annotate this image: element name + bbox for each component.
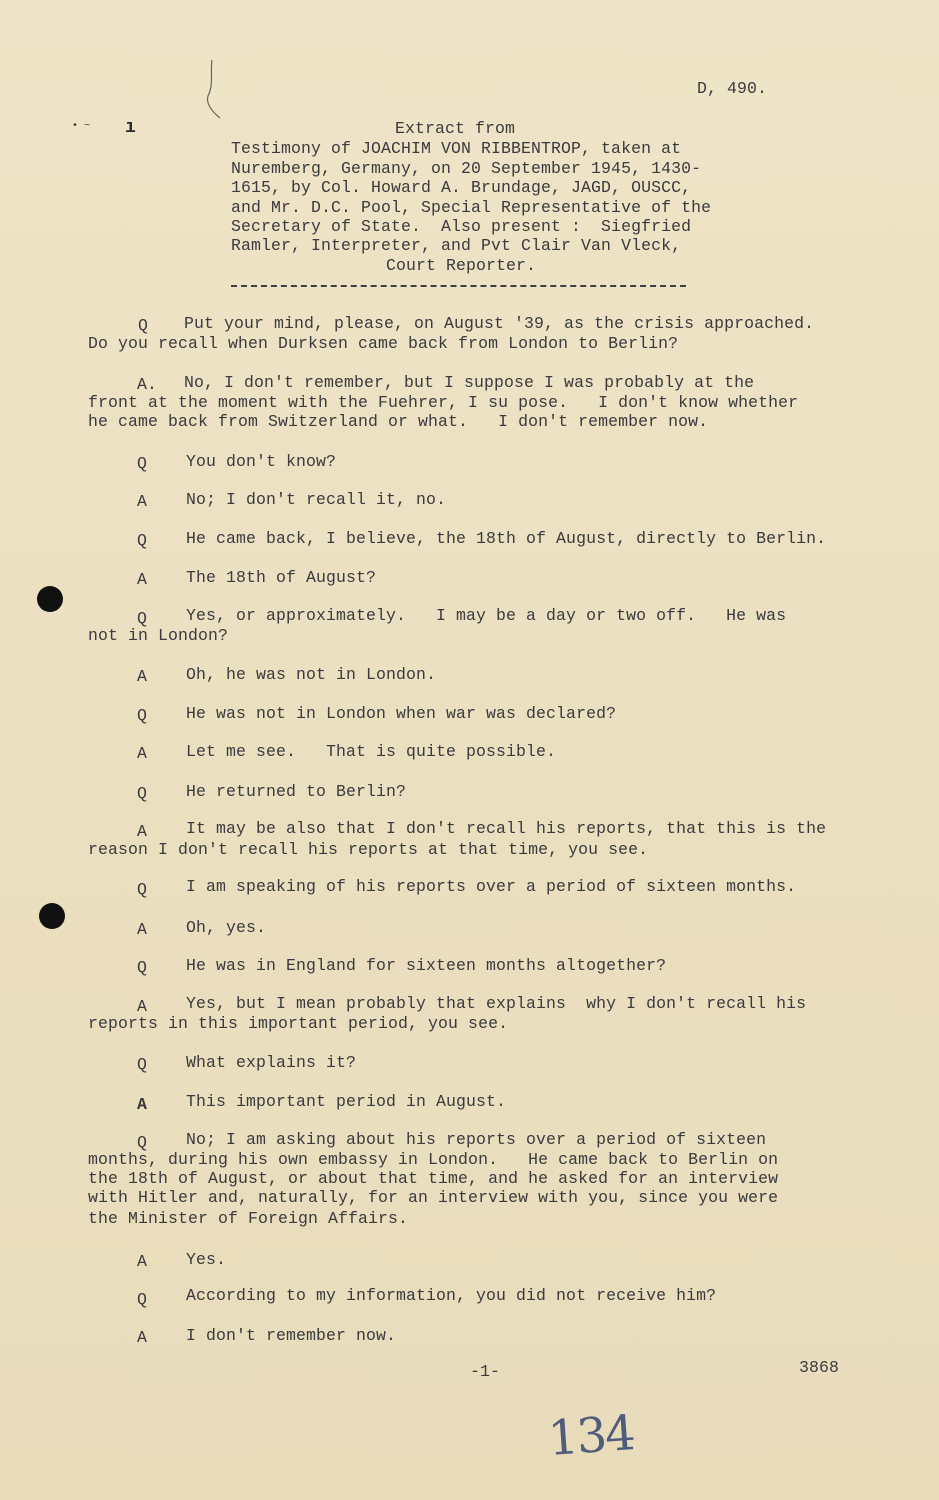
speaker-label: A	[137, 920, 148, 939]
exchange-line: Oh, yes.	[186, 918, 267, 937]
exchange-line: No; I am asking about his reports over a period of sixteen	[186, 1130, 767, 1149]
header-divider	[231, 285, 686, 287]
speaker-label: Q	[137, 454, 148, 473]
speaker-label: A	[137, 822, 148, 841]
speaker-label: A	[137, 1252, 148, 1271]
exchange-line: Yes.	[186, 1250, 227, 1269]
speaker-label: Q	[137, 531, 148, 550]
handwritten-number: 134	[546, 1405, 636, 1467]
exchange-line: What explains it?	[186, 1053, 357, 1072]
exchange-line: It may be also that I don't recall his reports, that this is the	[186, 819, 827, 838]
punch-hole	[37, 586, 63, 612]
speaker-label: A	[137, 744, 148, 763]
speaker-label: Q	[137, 1055, 148, 1074]
speaker-label: Q	[137, 958, 148, 977]
header-line-1: Extract from	[395, 119, 516, 138]
exchange-line: Yes, or approximately. I may be a day or two off. He was	[186, 606, 787, 625]
margin-mark: • ~	[72, 121, 91, 132]
exchange-line: he came back from Switzerland or what. I don't remember now.	[88, 412, 709, 431]
speaker-label: Q	[137, 880, 148, 899]
exchange-line: Do you recall when Durksen came back from London to Berlin?	[88, 334, 679, 353]
header-line-8: Court Reporter.	[386, 256, 537, 275]
margin-tick: ı	[125, 118, 136, 138]
exchange-line: I don't remember now.	[186, 1326, 397, 1345]
exchange-line: I am speaking of his reports over a period of sixteen months.	[186, 877, 797, 896]
exchange-line: He came back, I believe, the 18th of August, directly to Berlin.	[186, 529, 827, 548]
speaker-label: A	[137, 570, 148, 589]
header-line-3: Nuremberg, Germany, on 20 September 1945, 1430-	[231, 159, 702, 178]
speaker-label: A	[137, 667, 148, 686]
speaker-label: A	[137, 997, 148, 1016]
exchange-line: the 18th of August, or about that time, and he asked for an interview	[88, 1169, 779, 1188]
exchange-line: front at the moment with the Fuehrer, I su pose. I don't know whether	[88, 393, 799, 412]
exchange-line: months, during his own embassy in London. He came back to Berlin on	[88, 1150, 779, 1169]
speaker-label: A	[137, 492, 148, 511]
exchange-line: You don't know?	[186, 452, 337, 471]
header-line-7: Ramler, Interpreter, and Pvt Clair Van Vleck,	[231, 236, 682, 255]
speaker-label: Q	[137, 1133, 148, 1152]
speaker-label: A	[137, 1095, 148, 1114]
exchange-line: Oh, he was not in London.	[186, 665, 437, 684]
exchange-line: The 18th of August?	[186, 568, 377, 587]
exchange-line: with Hitler and, naturally, for an interview with you, since you were	[88, 1188, 779, 1207]
exchange-line: No; I don't recall it, no.	[186, 490, 447, 509]
speaker-label: A.	[137, 375, 158, 394]
header-line-5: and Mr. D.C. Pool, Special Representative of the	[231, 198, 712, 217]
speaker-label: A	[137, 1328, 148, 1347]
exchange-line: Put your mind, please, on August '39, as the crisis approached.	[184, 314, 815, 333]
exchange-line: According to my information, you did not receive him?	[186, 1286, 717, 1305]
exchange-line: reports in this important period, you see.	[88, 1014, 509, 1033]
speaker-label: Q	[137, 609, 148, 628]
document-id: D, 490.	[697, 79, 768, 98]
exchange-line: reason I don't recall his reports at that time, you see.	[88, 840, 649, 859]
exchange-line: Let me see. That is quite possible.	[186, 742, 557, 761]
speaker-label: Q	[137, 784, 148, 803]
header-line-6: Secretary of State. Also present : Siegfried	[231, 217, 692, 236]
exchange-line: not in London?	[88, 626, 229, 645]
exchange-line: the Minister of Foreign Affairs.	[88, 1209, 409, 1228]
exchange-line: No, I don't remember, but I suppose I was probably at the	[184, 373, 755, 392]
header-line-2: Testimony of JOACHIM VON RIBBENTROP, taken at	[231, 139, 682, 158]
folio-number: 3868	[799, 1358, 840, 1377]
exchange-line: He was in England for sixteen months altogether?	[186, 956, 667, 975]
pencil-mark	[198, 58, 228, 128]
header-line-4: 1615, by Col. Howard A. Brundage, JAGD, OUSCC,	[231, 178, 692, 197]
speaker-label: Q	[137, 706, 148, 725]
page-number: -1-	[470, 1362, 501, 1381]
punch-hole	[39, 903, 65, 929]
exchange-line: This important period in August.	[186, 1092, 507, 1111]
exchange-line: He was not in London when war was declared?	[186, 704, 617, 723]
speaker-label: Q	[138, 316, 149, 335]
speaker-label: Q	[137, 1290, 148, 1309]
exchange-line: He returned to Berlin?	[186, 782, 407, 801]
exchange-line: Yes, but I mean probably that explains why I don't recall his	[186, 994, 807, 1013]
